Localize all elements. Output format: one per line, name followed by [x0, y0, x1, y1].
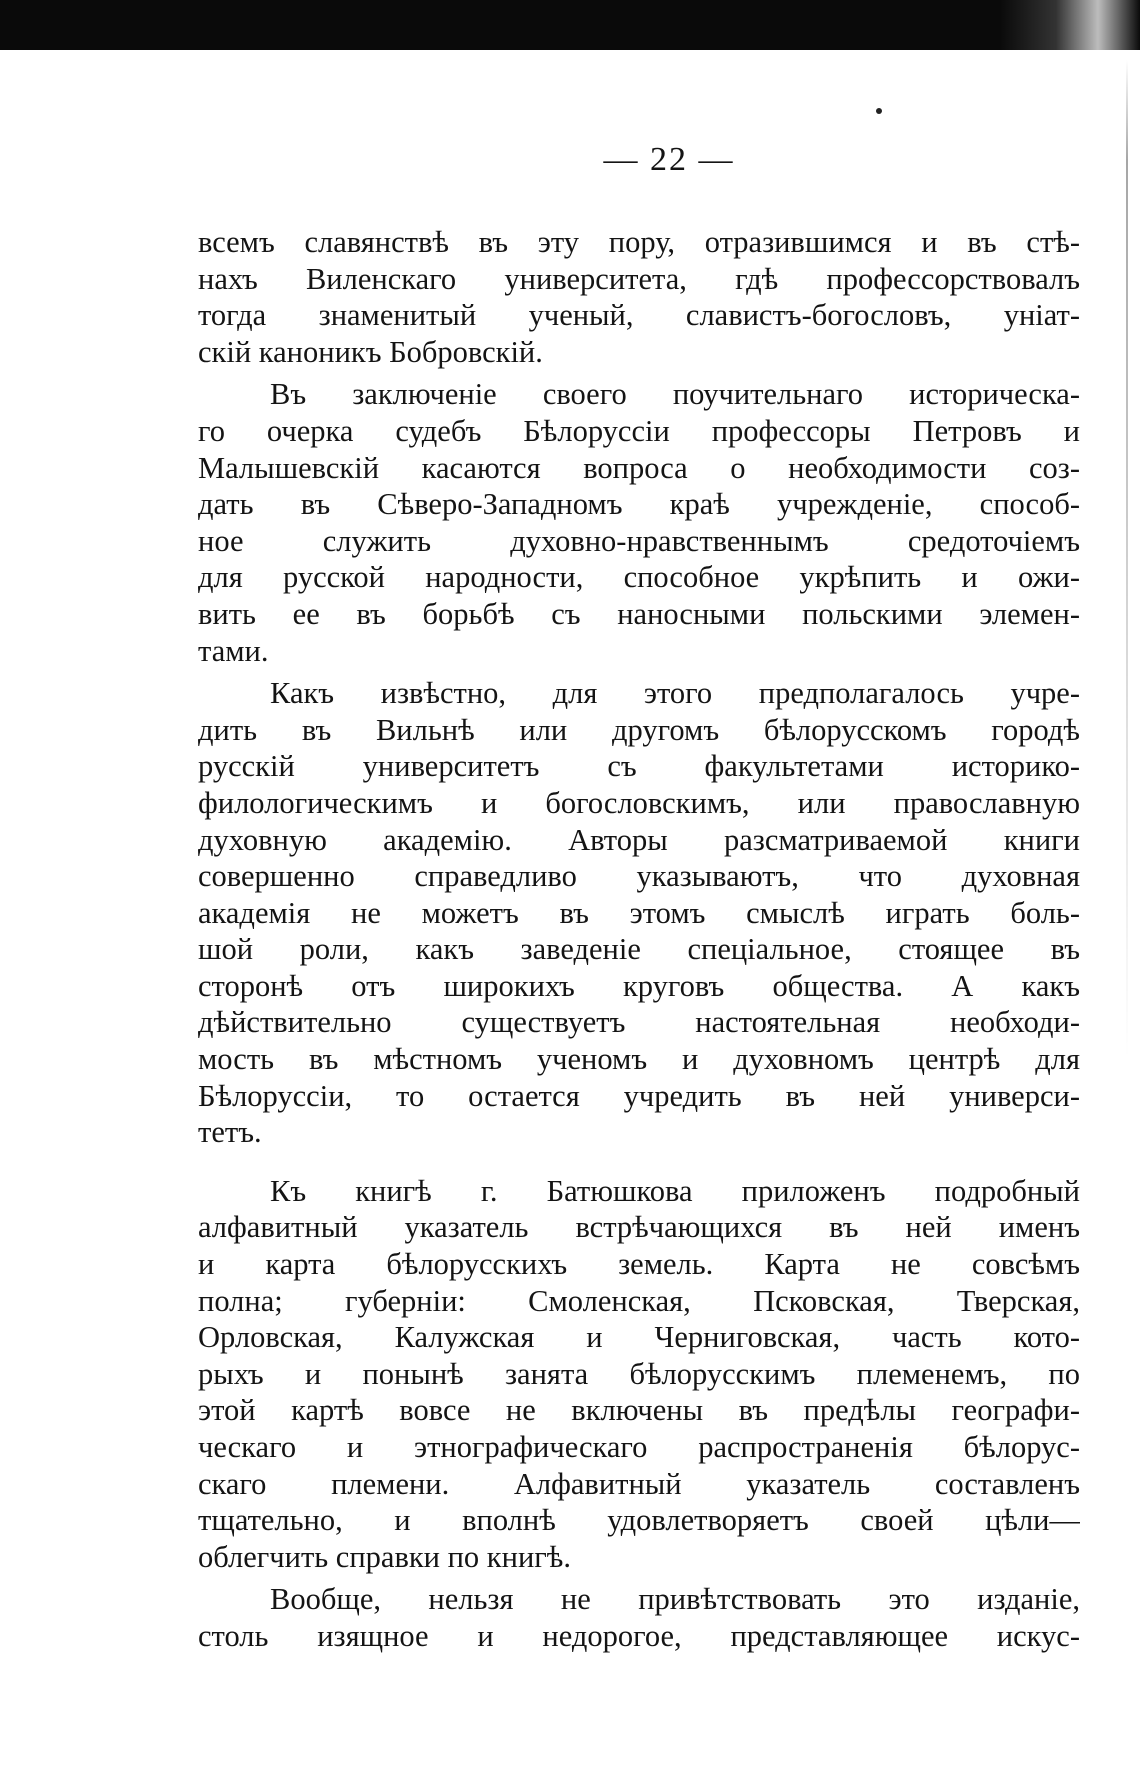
- text-line: Какъ извѣстно, для этого предполагалось учре-: [270, 676, 1080, 711]
- text-line: тогда знаменитый ученый, славистъ-богословъ, уніат-: [198, 298, 1080, 333]
- paragraph-4: [198, 1173, 1080, 1576]
- text-line: Къ книгѣ г. Батюшкова приложенъ подробный: [270, 1173, 1080, 1208]
- text-line: Малышевскій касаются вопроса о необходимости соз-: [198, 450, 1080, 485]
- text-line: дить въ Вильнѣ или другомъ бѣлорусскомъ городѣ: [198, 712, 1080, 747]
- text-line: академія не можетъ въ этомъ смыслѣ играть боль-: [198, 895, 1080, 930]
- text-line: для русской народности, способное укрѣпить и ожи-: [198, 560, 1080, 595]
- paragraph-3: [198, 675, 1080, 1151]
- text-line: скаго племени. Алфавитный указатель составленъ: [198, 1466, 1080, 1501]
- text-line: Вообще, нельзя не привѣтствовать это изданіе,: [270, 1582, 1080, 1617]
- text-line: алфавитный указатель встрѣчающихся въ ней именъ: [198, 1210, 1080, 1245]
- text-line: Въ заключеніе своего поучительнаго историческа-: [270, 377, 1080, 412]
- book-page: [198, 140, 1080, 1655]
- paragraph-2: [198, 376, 1080, 669]
- scan-speck: [876, 108, 882, 114]
- text-line: сторонѣ отъ широкихъ круговъ общества. А какъ: [198, 968, 1080, 1003]
- text-line: мость въ мѣстномъ ученомъ и духовномъ центрѣ для: [198, 1042, 1080, 1077]
- text-line: всемъ славянствѣ въ эту пору, отразившимся и въ стѣ-: [198, 225, 1080, 259]
- text-line: дѣйствительно существуетъ настоятельная необходи-: [198, 1005, 1080, 1040]
- text-line: Бѣлоруссіи, то остается учредить въ ней универси-: [198, 1078, 1080, 1113]
- page-number: — 22 —: [603, 141, 735, 178]
- text-line: совершенно справедливо указываютъ, что духовная: [198, 859, 1080, 894]
- text-line: ное служить духовно-нравственнымъ средоточіемъ: [198, 523, 1080, 558]
- text-line: этой картѣ вовсе не включены въ предѣлы географи-: [198, 1393, 1080, 1428]
- text-line: нахъ Виленскаго университета, гдѣ профессорствовалъ: [198, 261, 1080, 296]
- scan-top-edge: [0, 0, 1140, 50]
- text-line: облегчить справки по книгѣ.: [198, 1539, 571, 1574]
- text-line: ческаго и этнографическаго распространенія бѣлорус-: [198, 1430, 1080, 1464]
- text-line: рыхъ и понынѣ занята бѣлорусскимъ племенемъ, по: [198, 1356, 1080, 1391]
- text-line: филологическимъ и богословскимъ, или православную: [198, 785, 1080, 820]
- text-line: Орловская, Калужская и Черниговская, часть кото-: [198, 1320, 1080, 1355]
- text-line: духовную академію. Авторы разсматриваемой книги: [198, 822, 1080, 857]
- text-line: вить ее въ борьбѣ съ наносными польскими элемен-: [198, 596, 1080, 631]
- scan-right-edge: [1126, 60, 1128, 1060]
- text-line: го очерка судебъ Бѣлоруссіи профессоры Петровъ и: [198, 413, 1080, 448]
- text-line: столь изящное и недорогое, представляющее искус-: [198, 1618, 1080, 1653]
- text-line: дать въ Сѣверо-Западномъ краѣ учрежденіе, способ-: [198, 487, 1080, 522]
- text-line: и карта бѣлорусскихъ земель. Карта не совсѣмъ: [198, 1247, 1080, 1282]
- text-line: тщательно, и вполнѣ удовлетворяетъ своей цѣли—: [198, 1503, 1080, 1538]
- paragraph-5: [198, 1581, 1080, 1654]
- text-line: полна; губерніи: Смоленская, Псковская, Тверская,: [198, 1283, 1080, 1318]
- text-line: шой роли, какъ заведеніе спеціальное, стоящее въ: [198, 932, 1080, 967]
- text-line: русскій университетъ съ факультетами историко-: [198, 749, 1080, 784]
- text-line: тетъ.: [198, 1115, 262, 1150]
- paragraph-1: [198, 224, 1080, 370]
- scan-top-edge-artifact: [1000, 0, 1140, 50]
- text-line: тами.: [198, 633, 269, 668]
- text-line: скій каноникъ Бобровскій.: [198, 334, 543, 369]
